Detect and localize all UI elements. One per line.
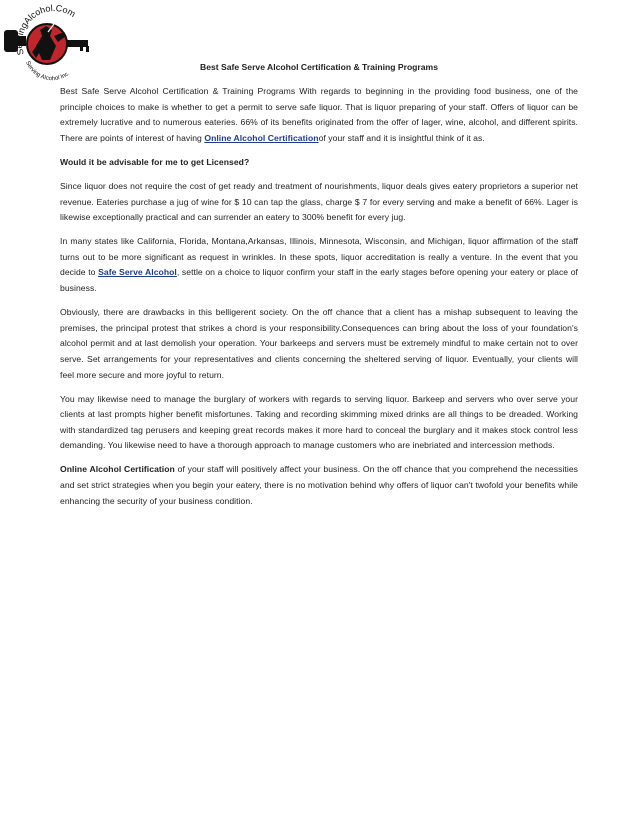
conclusion-bold-phrase: Online Alcohol Certification	[60, 464, 175, 475]
online-alcohol-certification-link[interactable]: Online Alcohol Certification	[204, 132, 319, 143]
paragraph-conclusion	[60, 462, 578, 509]
paragraph-profit: Since liquor does not require the cost of get ready and treatment of nourishments, liquor deals gives eatery proprietors a superior net revenue. Eateries purchase a jug of wine for $ 10 can tap the glass, charge $ 7 for every serving and make a benefit of 66%. Lager is likewise exceptionally practical and can surrender an eatery to 300% benefit for every jug.	[60, 180, 578, 223]
logo-text-bottom: Serving Alcohol Inc.	[24, 60, 72, 82]
paragraph-intro-text: Best Safe Serve Alcohol Certification & Training Programs With regards to beginning in the providing food business, one of the principle choices to make is whether to get a permit to serve safe liquor. That is liquor preparing of your staff. Offers of liquor can be extremely lucrative and to numerous eateries. 66% of its benefits originated from the offer of lager, wine, alcohol, and different spirits. There are points of interest of having	[60, 86, 578, 143]
safe-serve-alcohol-link[interactable]: Safe Serve Alcohol	[98, 267, 177, 278]
paragraph-intro	[60, 84, 578, 146]
paragraph-intro-after: of your staff and it is insightful think of it as.	[318, 132, 485, 143]
paragraph-states-text: In many states like California, Florida, Montana,Arkansas, Illinois, Minnesota, Wisconsin, and Michigan, liquor affirmation of the staff turns out to be more significant as request in wrinkles. In these spots, liquor accreditation is really a venture. In the event that you decide to	[60, 236, 578, 278]
document-title: Best Safe Serve Alcohol Certification & Training Programs	[200, 62, 438, 72]
document-body	[60, 84, 578, 518]
paragraph-drawbacks: Obviously, there are drawbacks in this belligerent society. On the off chance that a client has a mishap subsequent to leaving the premises, the principal protest that strikes a chord is your responsibility.Consequences can bring about the loss of your foundation's alcohol permit and at last demolish your operation. Your barkeeps and servers must be extremely mindful to make certain not to over serve. Set arrangements for your representatives and clients concerning the sheltered serving of liquor. Eventually, your clients will feel more secure and more joyful to return.	[60, 307, 578, 380]
logo-text-top: ServingAlcohol.Com	[13, 2, 78, 57]
paragraph-burglary: You may likewise need to manage the burglary of workers with regards to serving liquor. Barkeep and servers who over serve your clients at last prompts higher benefit misfortunes. Taking and recording skimming mixed drinks are all things to be dreaded. Working with standardized tag perusers and keeping great records makes it more hard to conceal the burglary and it makes stock control less demanding. You likewise need to have a thorough approach to manage customers who are inebriated and intercession methods.	[60, 393, 578, 451]
paragraph-states-after: , settle on a choice to liquor confirm your staff in the early stages before opening your eatery or place of business.	[60, 267, 578, 294]
section-heading: Would it be advisable for me to get Licensed?	[60, 156, 250, 167]
paragraph-states	[60, 234, 578, 296]
paragraph-conclusion-text: of your staff will positively affect your business. On the off chance that you comprehend the necessities and set strict strategies when you begin your eatery, there is no motivation behind why offers of liquor can't twofold your benefits while enhancing the security of your business condition.	[60, 464, 578, 506]
